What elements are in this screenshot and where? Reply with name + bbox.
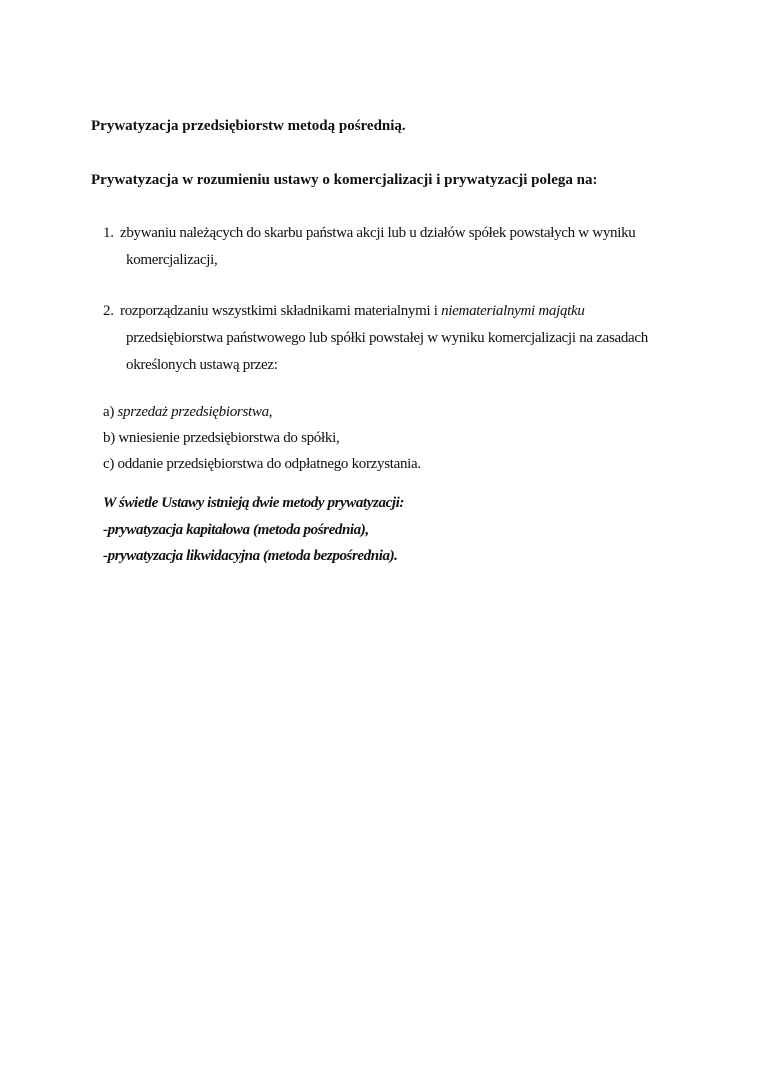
sub-list (103, 399, 421, 477)
sub-list-item-a-prefix: a) (103, 404, 118, 420)
method-capital: -prywatyzacja kapitałowa (metoda pośrednia), (103, 521, 369, 538)
list-item-1-line-1 (103, 220, 636, 247)
methods-intro: W świetle Ustawy istnieją dwie metody prywatyzacji: (103, 495, 404, 511)
list-item-1-line-2: komercjalizacji, (126, 252, 218, 268)
list-item-2-line-2: przedsiębiorstwa państwowego lub spółki powstałej w wyniku komercjalizacji na zasadach (126, 330, 648, 346)
list-item-1-text: zbywaniu należących do skarbu państwa akcji lub u działów spółek powstałych w wyniku (120, 225, 636, 241)
list-item-2-line-3: określonych ustawą przez: (126, 357, 278, 373)
list-item-2-number: 2. (103, 303, 114, 319)
sub-list-item-c: c) oddanie przedsiębiorstwa do odpłatnego korzystania. (103, 456, 421, 472)
list-item-2 (103, 298, 648, 379)
list-item-2-line-1 (103, 298, 648, 325)
list-item-2-text: rozporządzaniu wszystkimi składnikami materialnymi i (120, 303, 442, 319)
list-item-1 (103, 220, 636, 274)
sub-list-item-a (103, 399, 421, 425)
list-item-2-italic-text: niematerialnymi majątku (441, 303, 585, 319)
sub-list-item-b: b) wniesienie przedsiębiorstwa do spółki, (103, 430, 340, 446)
list-item-1-number: 1. (103, 225, 114, 241)
document-subtitle: Prywatyzacja w rozumieniu ustawy o komercjalizacji i prywatyzacji polega na: (91, 172, 598, 188)
method-liquidation: -prywatyzacja likwidacyjna (metoda bezpośrednia). (103, 548, 398, 564)
sub-list-item-a-text: sprzedaż przedsiębiorstwa, (117, 404, 273, 420)
methods-block (103, 490, 404, 570)
document-title: Prywatyzacja przedsiębiorstw metodą pośrednią. (91, 118, 406, 134)
